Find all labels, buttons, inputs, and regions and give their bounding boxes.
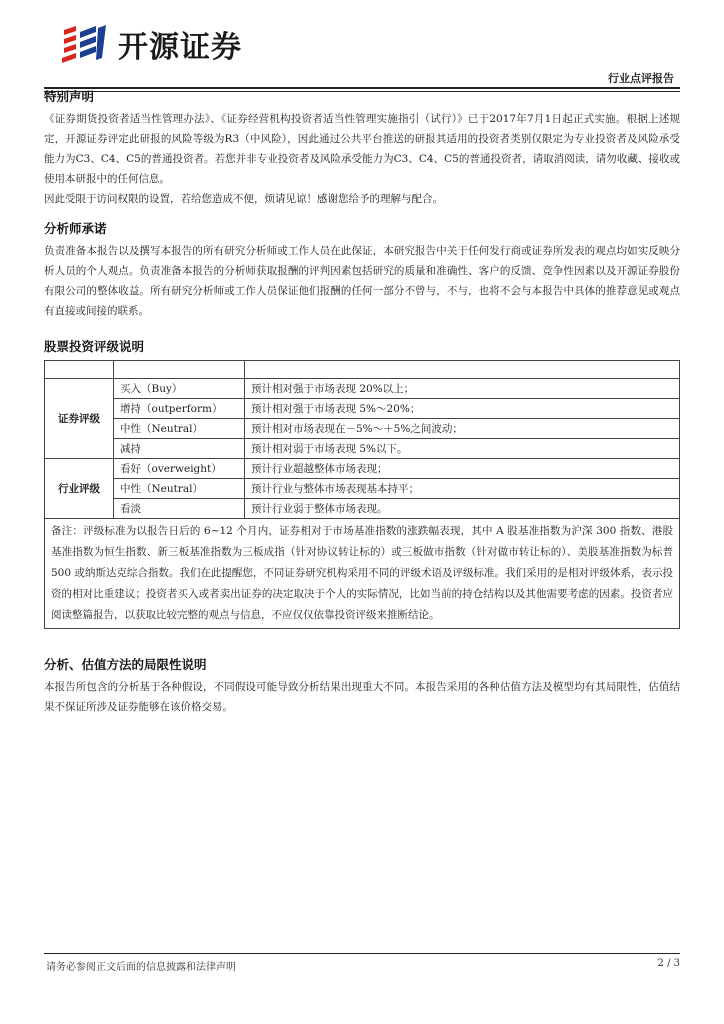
rating-desc: 预计相对市场表现在－5%～＋5%之间波动； xyxy=(245,419,680,439)
analyst-commitment-section xyxy=(44,220,680,321)
logo-text: 开源证券 xyxy=(118,30,242,65)
rating-name: 减持 xyxy=(114,439,245,459)
rating-desc: 预计相对强于市场表现 20%以上； xyxy=(245,379,680,399)
rating-name: 买入（Buy） xyxy=(114,379,245,399)
rating-desc: 预计相对强于市场表现 5%～20%； xyxy=(245,399,680,419)
limitations-section xyxy=(44,656,680,717)
table-row xyxy=(45,399,680,419)
rating-table xyxy=(44,360,680,629)
rating-name: 看好（overweight） xyxy=(114,459,245,479)
table-note-row xyxy=(45,519,680,629)
footer-rule xyxy=(44,953,680,954)
table-row xyxy=(45,379,680,399)
paragraph: 因此受限于访问权限的设置，若给您造成不便，烦请见谅！感谢您给予的理解与配合。 xyxy=(44,193,443,205)
rating-category: 行业评级 xyxy=(45,459,114,519)
rating-name: 中性（Neutral） xyxy=(114,419,245,439)
special-statement-section xyxy=(44,88,680,209)
rating-category: 证券评级 xyxy=(45,379,114,459)
company-logo xyxy=(58,20,242,68)
table-header-row xyxy=(45,361,680,379)
rating-name: 中性（Neutral） xyxy=(114,479,245,499)
rating-explanation-section xyxy=(44,338,680,629)
paragraph: 本报告所包含的分析基于各种假设，不同假设可能导致分析结果出现重大不同。本报告采用的各种估值方法及模型均有其局限性，估值结果不保证所涉及证券能够在该价格交易。 xyxy=(44,681,680,713)
table-row xyxy=(45,419,680,439)
table-cell xyxy=(45,361,114,379)
section-title: 分析、估值方法的局限性说明 xyxy=(44,657,207,672)
kaiyuan-logo-icon xyxy=(58,22,110,66)
document-type: 行业点评报告 xyxy=(608,72,674,85)
table-row xyxy=(45,499,680,519)
rating-desc: 预计相对弱于市场表现 5%以下。 xyxy=(245,439,680,459)
table-row xyxy=(45,439,680,459)
rating-note: 备注：评级标准为以报告日后的 6~12 个月内，证券相对于市场基准指数的涨跌幅表现，其中 A 股基准指数为沪深 300 指数、港股基准指数为恒生指数、新三板基准指数为三板成指（针对协议转让标的）或三板做市指数（针对做市转让标的）、美股基准指数为标普 500 或纳斯达克综合指数。我们在此提醒您，不同证券研究机构采用不同的评级术语及评级标准。我们采用的是相对评级体系，表示投资的相对比重建议；投资者买入或者卖出证券的决定取决于个人的实际情况，比如当前的持仓结构以及其他需要考虑的因素。投资者应阅读整篇报告，以获取比较完整的观点与信息，不应仅仅依靠投资评级来推断结论。 xyxy=(45,519,680,629)
rating-name: 看淡 xyxy=(114,499,245,519)
paragraph: 负责准备本报告以及撰写本报告的所有研究分析师或工作人员在此保证，本研究报告中关于任何发行商或证券所发表的观点均如实反映分析人员的个人观点。负责准备本报告的分析师获取报酬的评判因素包括研究的质量和准确性、客户的反馈、竞争性因素以及开源证券股份有限公司的整体收益。所有研究分析师或工作人员保证他们报酬的任何一部分不曾与，不与，也将不会与本报告中具体的推荐意见或观点有直接或间接的联系。 xyxy=(44,245,680,317)
rating-desc: 预计行业超越整体市场表现； xyxy=(245,459,680,479)
section-title: 分析师承诺 xyxy=(44,221,107,236)
table-cell xyxy=(245,361,680,379)
page-number: 2 / 3 xyxy=(657,958,680,969)
table-cell xyxy=(114,361,245,379)
table-row xyxy=(45,479,680,499)
section-title: 特别声明 xyxy=(44,89,95,104)
rating-name: 增持（outperform） xyxy=(114,399,245,419)
table-row xyxy=(45,459,680,479)
rating-desc: 预计行业弱于整体市场表现。 xyxy=(245,499,680,519)
paragraph: 《证券期货投资者适当性管理办法》、《证券经营机构投资者适当性管理实施指引（试行）》已于2017年7月1日起正式实施。根据上述规定，开源证券评定此研报的风险等级为R3（中风险），因此通过公共平台推送的研报其适用的投资者类别仅限定为专业投资者及风险承受能力为C3、C4、C5的普通投资者。若您并非专业投资者及风险承受能力为C3、C4、C5的普通投资者，请取消阅读，请勿收藏、接收或使用本研报中的任何信息。 xyxy=(44,113,680,185)
footer-disclaimer: 请务必参阅正文后面的信息披露和法律声明 xyxy=(46,962,236,973)
rating-desc: 预计行业与整体市场表现基本持平； xyxy=(245,479,680,499)
section-title: 股票投资评级说明 xyxy=(44,339,145,354)
page-header xyxy=(44,14,680,88)
